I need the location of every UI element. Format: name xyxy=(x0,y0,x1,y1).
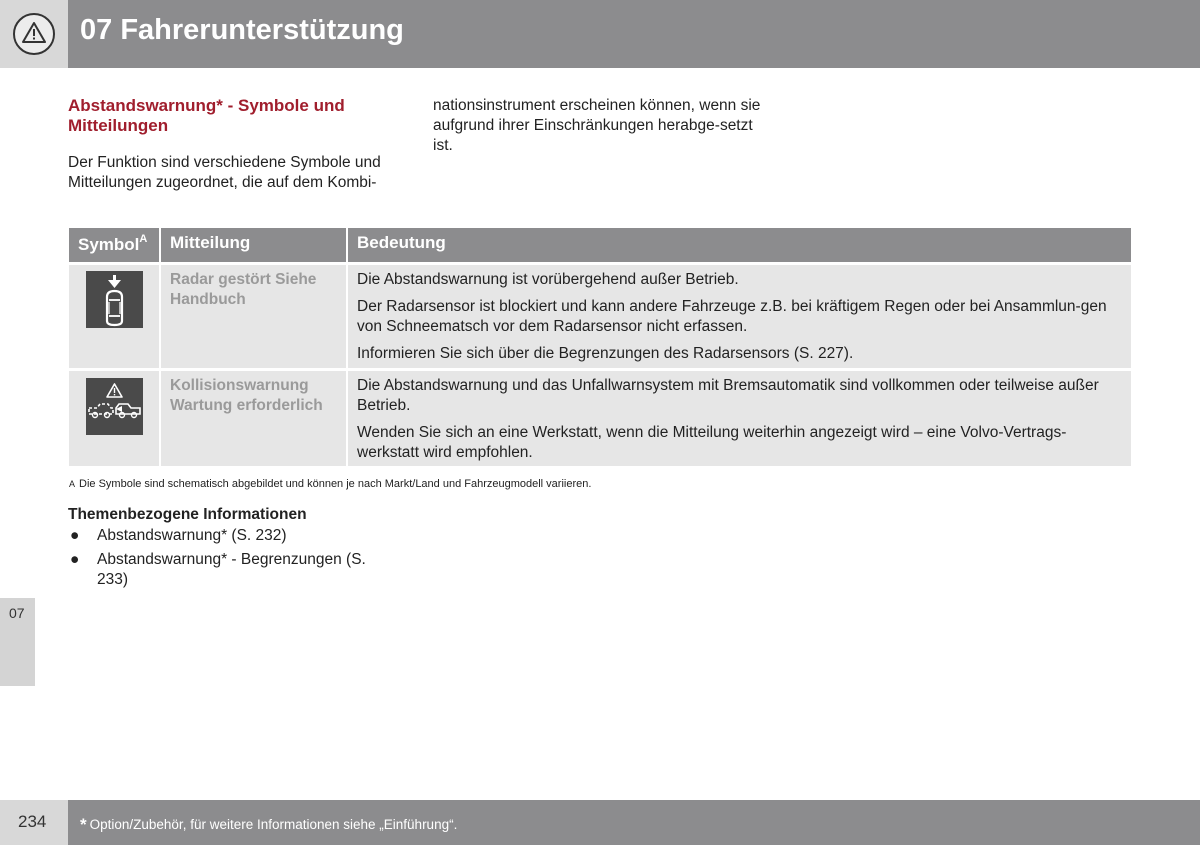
related-info-list xyxy=(68,526,368,594)
meaning-cell xyxy=(348,371,1131,466)
symbol-cell xyxy=(69,265,161,368)
meaning-paragraph: Die Abstandswarnung ist vorübergehend außer Betrieb. xyxy=(357,271,739,288)
symbol-cell xyxy=(69,371,161,466)
header-symbol-label: Symbol xyxy=(78,235,140,254)
meaning-paragraph: Der Radarsensor ist blockiert und kann andere Fahrzeuge z.B. bei kräftigem Regen oder bei Ansammlun-gen von Schneematsch vor dem Radarsensor nicht erfassen. xyxy=(357,298,1107,335)
footnote-mark: A xyxy=(69,479,76,489)
header-symbol xyxy=(69,228,161,262)
header-meaning: Bedeutung xyxy=(357,233,446,252)
intro-text-right: nationsinstrument erscheinen können, wenn sie aufgrund ihrer Einschränkungen herabge-setzt ist. xyxy=(433,97,761,154)
table-row xyxy=(69,368,1131,466)
chapter-tab xyxy=(0,598,35,686)
message-cell: Kollisionswarnung Wartung erforderlich xyxy=(161,371,348,466)
related-link[interactable] xyxy=(68,526,368,546)
footer-bar xyxy=(68,800,1200,845)
meaning-paragraph: Die Abstandswarnung und das Unfallwarnsystem mit Bremsautomatik sind vollkommen oder teilweise außer Betrieb. xyxy=(357,377,1099,414)
table-header xyxy=(69,228,1131,262)
header-message: Mitteilung xyxy=(161,228,348,262)
meaning-paragraph: Wenden Sie sich an eine Werkstatt, wenn die Mitteilung weiterhin angezeigt wird – eine Volvo-Vertrags-werkstatt wird empfohlen. xyxy=(357,424,1067,461)
related-link-label: Abstandswarnung* - Begrenzungen (S. 233) xyxy=(97,551,366,588)
footer-note-text: Option/Zubehör, für weitere Informationen siehe „Einführung“. xyxy=(89,817,458,832)
chapter-tab-label: 07 xyxy=(9,605,25,621)
intro-text-left: Der Funktion sind verschiedene Symbole und Mitteilungen zugeordnet, die auf dem Kombi- xyxy=(68,154,381,191)
header-icon-area xyxy=(0,0,68,68)
symbol-table xyxy=(69,228,1131,466)
page-number: 234 xyxy=(18,812,47,831)
collision-warning-service-icon xyxy=(86,378,143,435)
warning-triangle-icon xyxy=(13,13,55,55)
section-heading: Abstandswarnung* - Symbole und Mitteilungen xyxy=(68,96,345,135)
footnote-text: Die Symbole sind schematisch abgebildet und können je nach Markt/Land und Fahrzeugmodell variieren. xyxy=(79,478,592,490)
footer-page-area xyxy=(0,800,68,845)
meaning-paragraph: Informieren Sie sich über die Begrenzungen des Radarsensors (S. 227). xyxy=(357,345,854,362)
header-symbol-footnote-mark: A xyxy=(139,233,148,245)
page-header xyxy=(0,0,1200,68)
table-row xyxy=(69,262,1131,368)
option-star: * xyxy=(80,815,87,834)
bullet-icon: ● xyxy=(70,551,80,568)
header-bar xyxy=(68,0,1200,68)
radar-blocked-car-icon xyxy=(86,271,143,328)
bullet-icon: ● xyxy=(70,527,80,544)
table-footnote xyxy=(69,478,591,490)
related-link[interactable] xyxy=(68,550,368,590)
chapter-title: 07 Fahrerunterstützung xyxy=(80,14,404,46)
related-link-label: Abstandswarnung* (S. 232) xyxy=(97,527,287,544)
message-cell: Radar gestört Siehe Handbuch xyxy=(161,265,348,368)
meaning-cell xyxy=(348,265,1131,368)
related-info-heading: Themenbezogene Informationen xyxy=(68,506,307,523)
footer-note xyxy=(80,814,457,834)
